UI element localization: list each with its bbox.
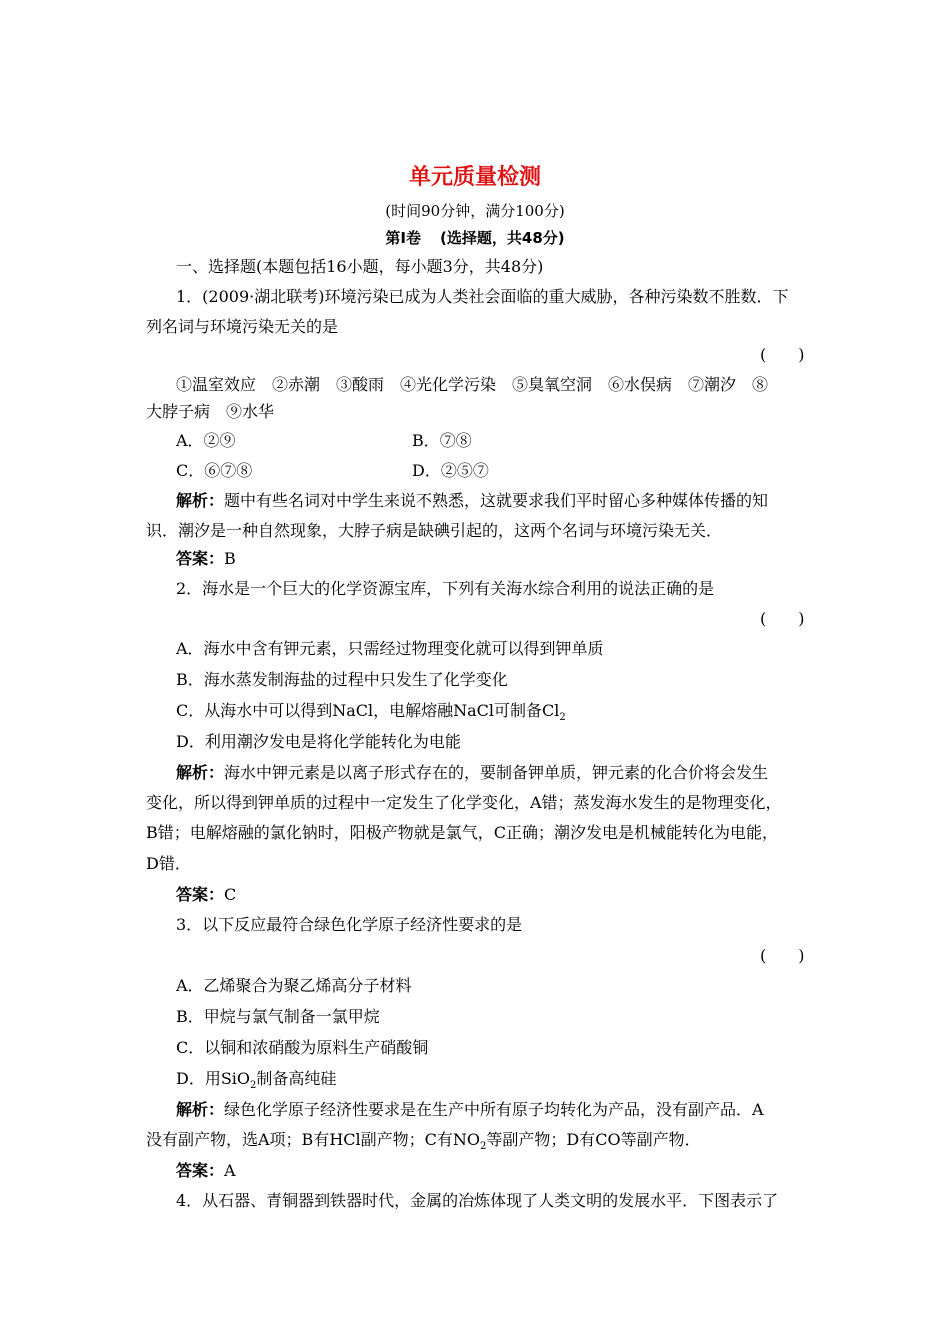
q3-answer-line — [176, 1160, 844, 1182]
q2-answer: C — [224, 885, 237, 904]
q4-stem: 4．从石器、青铜器到铁器时代，金属的冶炼体现了人类文明的发展水平．下图表示了 — [176, 1191, 779, 1210]
q1-answer: B — [224, 549, 236, 568]
q3-analysis-text2: 没有副产物，选A项；B有HCl副产物；C有NO — [146, 1130, 480, 1149]
q3-analysis-label: 解析： — [176, 1100, 225, 1119]
q3-answer: A — [224, 1161, 236, 1180]
q3-option-d-text: D．用SiO — [176, 1069, 251, 1088]
q1-stem-line2: 列名词与环境污染无关的是 — [146, 317, 339, 336]
q2-analysis-label: 解析： — [176, 763, 225, 782]
q2-answer-blank: ( ) — [760, 609, 805, 628]
q3-option-c: C．以铜和浓硝酸为原料生产硝酸铜 — [176, 1038, 429, 1057]
section-heading: 一、选择题(本题包括16小题，每小题3分，共48分) — [176, 257, 544, 276]
q2-analysis-line2: 变化，所以得到钾单质的过程中一定发生了化学变化，A错；蒸发海水发生的是物理变化， — [146, 793, 782, 812]
q1-analysis-line1 — [176, 490, 844, 512]
q1-option-c: C．⑥⑦⑧ — [176, 461, 253, 480]
q3-analysis-line2 — [146, 1129, 814, 1158]
q2-analysis-line3: B错；电解熔融的氯化钠时，阳极产物就是氯气，C正确；潮汐发电是机械能转化为电能， — [146, 823, 779, 842]
q3-answer-label: 答案： — [176, 1161, 225, 1180]
q1-answer-line — [176, 548, 844, 570]
part-heading — [0, 228, 950, 248]
q1-analysis-label: 解析： — [176, 491, 225, 510]
q1-option-a: A．②⑨ — [176, 431, 236, 450]
q3-option-a: A．乙烯聚合为聚乙烯高分子材料 — [176, 976, 412, 995]
q1-analysis-text1: 题中有些名词对中学生来说不熟悉，这就要求我们平时留心多种媒体传播的知 — [224, 491, 769, 510]
q1-option-d: D．②⑤⑦ — [412, 461, 489, 480]
q2-stem: 2．海水是一个巨大的化学资源宝库，下列有关海水综合利用的说法正确的是 — [176, 579, 715, 598]
q1-options-row2 — [176, 460, 844, 482]
q1-stem-line1: 1．(2009·湖北联考)环境污染已成为人类社会面临的重大威胁，各种污染数不胜数．下 — [176, 287, 789, 306]
q2-option-c-text: C．从海水中可以得到NaCl，电解熔融NaCl可制备Cl — [176, 701, 560, 720]
page-title: 单元质量检测 — [408, 165, 541, 190]
q2-option-b: B．海水蒸发制海盐的过程中只发生了化学变化 — [176, 670, 508, 689]
q2-answer-label: 答案： — [176, 885, 225, 904]
q3-analysis-subscript: 2 — [480, 1141, 487, 1153]
q1-analysis-line2: 识．潮汐是一种自然现象，大脖子病是缺碘引起的，这两个名词与环境污染无关． — [146, 521, 723, 540]
q2-option-c-subscript: 2 — [559, 712, 566, 724]
q1-options-row1 — [176, 430, 844, 452]
q1-answer-blank: ( ) — [760, 345, 805, 364]
q3-answer-blank: ( ) — [760, 946, 805, 965]
part-desc: (选择题，共48分) — [440, 229, 565, 247]
q3-analysis-text2-end: 等副产物；D有CO等副产物． — [486, 1130, 701, 1149]
q3-option-d-subscript: 2 — [250, 1080, 257, 1092]
q1-answer-label: 答案： — [176, 549, 225, 568]
q1-option-b: B．⑦⑧ — [412, 431, 472, 450]
q3-option-b: B．甲烷与氯气制备一氯甲烷 — [176, 1007, 380, 1026]
q3-option-d — [176, 1068, 844, 1097]
q2-analysis-line4: D错． — [146, 854, 191, 873]
q2-analysis-text1: 海水中钾元素是以离子形式存在的，要制备钾单质，钾元素的化合价将会发生 — [224, 763, 769, 782]
q1-items-line2: 大脖子病 ⑨水华 — [146, 402, 275, 421]
q2-analysis-line1 — [176, 762, 844, 784]
q3-stem: 3．以下反应最符合绿色化学原子经济性要求的是 — [176, 915, 523, 934]
exam-time-line: (时间90分钟，满分100分) — [385, 202, 565, 220]
q2-option-a: A．海水中含有钾元素，只需经过物理变化就可以得到钾单质 — [176, 639, 604, 658]
q2-answer-line — [176, 884, 844, 906]
part-label: 第Ⅰ卷 — [385, 229, 421, 247]
q3-analysis-text1: 绿色化学原子经济性要求是在生产中所有原子均转化为产品，没有副产品．A — [224, 1100, 764, 1119]
q2-option-c — [176, 700, 844, 729]
q3-analysis-line1 — [176, 1099, 844, 1121]
q3-option-d-text-end: 制备高纯硅 — [256, 1069, 337, 1088]
q2-option-d: D．利用潮汐发电是将化学能转化为电能 — [176, 732, 461, 751]
q1-items-line1: ①温室效应 ②赤潮 ③酸雨 ④光化学污染 ⑤臭氧空洞 ⑥水俣病 ⑦潮汐 ⑧ — [176, 375, 769, 394]
